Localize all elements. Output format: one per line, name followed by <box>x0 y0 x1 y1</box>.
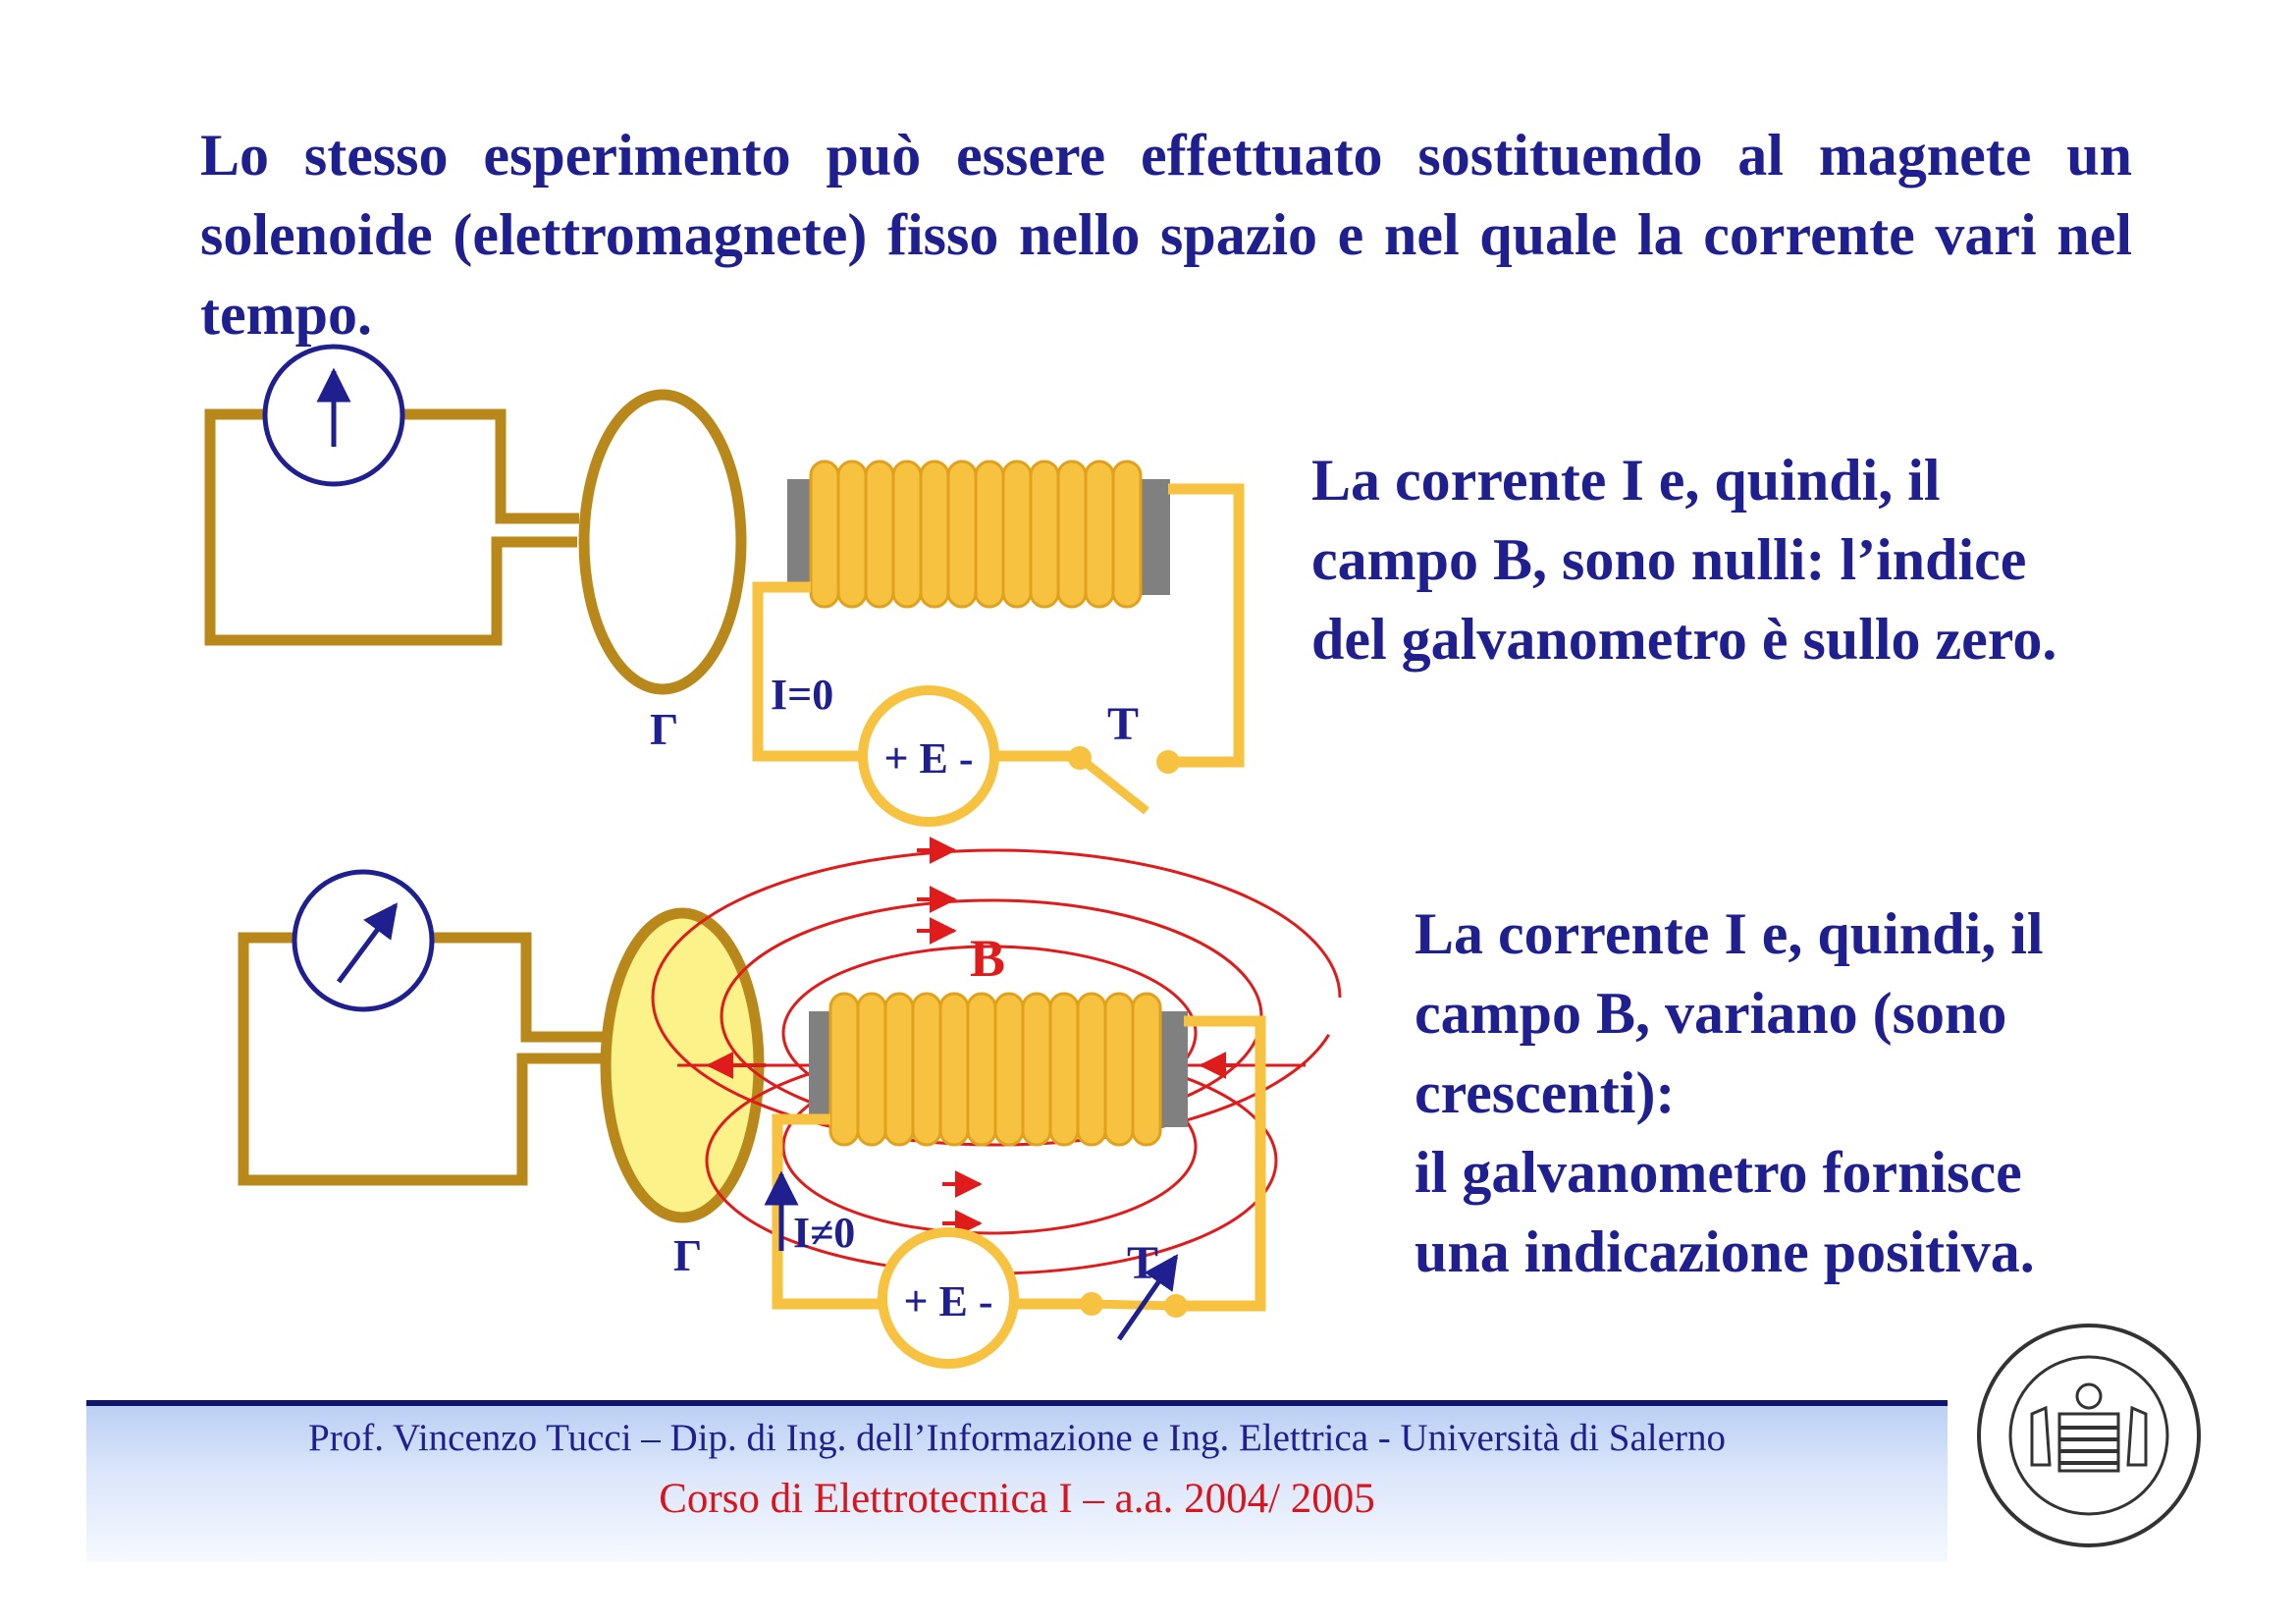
coil-winding <box>830 994 858 1145</box>
coil-winding <box>1050 994 1078 1145</box>
solenoid-core-right <box>1141 479 1170 595</box>
coil-winding <box>948 461 976 607</box>
footer-course: Corso di Elettrotecnica I – a.a. 2004/ 2005 <box>659 1476 1375 1522</box>
source-label: + E - <box>883 734 974 783</box>
switch-blade-closed <box>1092 1304 1176 1306</box>
coil-winding <box>1003 461 1031 607</box>
coil-winding <box>893 461 921 607</box>
coil-winding <box>1058 461 1086 607</box>
coil-winding <box>811 461 838 607</box>
coil-winding <box>866 461 893 607</box>
explanation-line: campo B, variano (sono <box>1415 981 2007 1046</box>
footer-author: Prof. Vincenzo Tucci – Dip. di Ing. dell’Informazione e Ing. Elettrica - Università di Salerno <box>308 1417 1726 1459</box>
coil-winding <box>1133 994 1160 1145</box>
loop-gamma <box>584 395 741 689</box>
coil-winding <box>885 994 913 1145</box>
coil-winding <box>1105 994 1133 1145</box>
galvanometer-dial-icon <box>294 872 432 1009</box>
switch-blade-open <box>1080 758 1147 811</box>
solenoid-coil <box>830 994 1160 1145</box>
intro-paragraph: Lo stesso esperimento può essere effettuato sostituendo al magnete un solenoide (elettromagnete) fisso nello spazio e nel quale la corrente vari nel tempo. <box>200 123 2132 347</box>
coil-winding <box>940 994 968 1145</box>
coil-winding <box>913 994 940 1145</box>
switch-label: T <box>1107 698 1140 750</box>
explanation-on <box>1415 894 2278 1292</box>
explanation-line: crescenti): <box>1415 1060 1676 1125</box>
solenoid-core-right <box>1158 1011 1188 1127</box>
coil-winding <box>1023 994 1050 1145</box>
galvanometer-circuit-wire <box>243 938 613 1180</box>
coil-winding <box>976 461 1003 607</box>
explanation-line: La corrente I e, quindi, il <box>1415 901 2044 966</box>
coil-winding <box>1078 994 1105 1145</box>
solenoid-coil <box>811 461 1141 607</box>
switch-label: T <box>1127 1237 1159 1289</box>
coil-winding <box>1113 461 1141 607</box>
coil-winding <box>1086 461 1113 607</box>
current-label: I≠0 <box>793 1209 856 1257</box>
coil-winding <box>838 461 866 607</box>
source-label: + E - <box>903 1277 993 1325</box>
diagram-off <box>210 347 1239 822</box>
coil-winding <box>968 994 995 1145</box>
loop-label: Γ <box>650 704 679 754</box>
explanation-line: La corrente I e, quindi, il <box>1311 448 1941 513</box>
coil-winding <box>995 994 1023 1145</box>
explanation-line: una indicazione positiva. <box>1415 1219 2035 1284</box>
coil-winding <box>1031 461 1058 607</box>
diagram-on <box>243 850 1340 1364</box>
explanation-line: del galvanometro è sullo zero. <box>1311 607 2057 672</box>
explanation-line: il galvanometro fornisce <box>1415 1140 2022 1205</box>
explanation-off <box>1311 441 2195 679</box>
explanation-line: campo B, sono nulli: l’indice <box>1311 527 2027 592</box>
coil-winding <box>858 994 885 1145</box>
current-label: I=0 <box>771 671 834 719</box>
field-label: B <box>970 929 1006 988</box>
coil-winding <box>921 461 948 607</box>
solenoid-core-left <box>787 479 813 589</box>
switch-contact <box>1156 750 1180 774</box>
university-seal-icon <box>1971 1318 2207 1553</box>
loop-label: Γ <box>673 1230 703 1280</box>
footer-divider <box>86 1400 1948 1406</box>
